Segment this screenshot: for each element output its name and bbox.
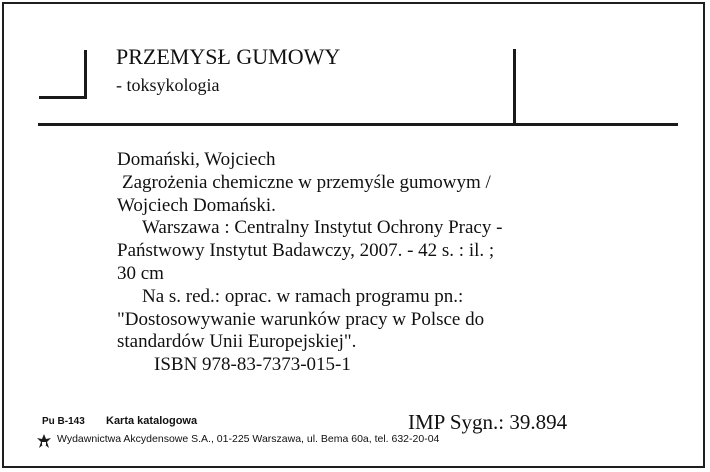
subject-heading: PRZEMYSŁ GUMOWY (116, 44, 341, 69)
subject-subheading: - toksykologia (116, 75, 220, 95)
title-line: Zagrożenia chemiczne w przemyśle gumowym / (122, 171, 491, 193)
author-line: Domański, Wojciech (117, 149, 276, 170)
publisher-logo-icon (36, 433, 52, 449)
publication-line: Państwowy Instytut Badawczy, 2007. - 42 s. : il. ; (117, 240, 495, 262)
form-code: Pu B-143 (42, 416, 85, 427)
corner-bracket-horizontal (39, 96, 87, 99)
divider-horizontal (38, 123, 678, 126)
form-name: Karta katalogowa (106, 415, 198, 427)
note-line: standardów Unii Europejskiej". (117, 331, 357, 353)
divider-vertical (513, 49, 516, 126)
shelf-signature: IMP Sygn.: 39.894 (408, 410, 568, 434)
publisher-info: Wydawnictwa Akcydensowe S.A., 01-225 Warszawa, ul. Bema 60a, tel. 632-20-04 (57, 433, 440, 445)
note-line: Na s. red.: oprac. w ramach programu pn.: (142, 285, 464, 307)
note-line: "Dostosowywanie warunków pracy w Polsce do (117, 308, 485, 330)
corner-bracket-vertical (84, 50, 87, 99)
catalog-entry (117, 149, 587, 377)
title-line: Wojciech Domański. (117, 194, 276, 216)
publication-line: Warszawa : Centralny Instytut Ochrony Pracy - (142, 217, 503, 239)
isbn-line: ISBN 978-83-7373-015-1 (154, 354, 351, 376)
publication-line: 30 cm (117, 262, 164, 284)
